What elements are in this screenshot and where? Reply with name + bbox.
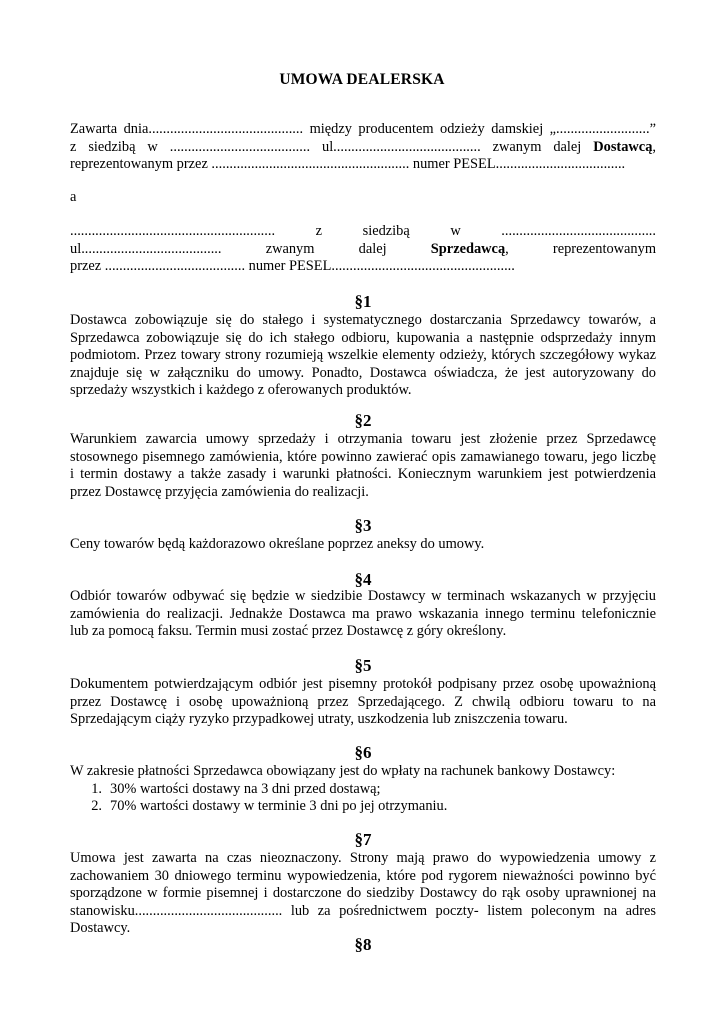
text-line: stanowisku......................................... lub za pośrednictwem poczty- listem poleconym na adres [70, 902, 656, 919]
text-line: Umowa jest zawarta na czas nieoznaczony. Strony mają prawo do wypowiedzenia umowy z [70, 850, 656, 866]
text-line: Ceny towarów będą każdorazowo określane poprzez aneksy do umowy. [70, 536, 485, 552]
text-line: W zakresie płatności Sprzedawca obowiązany jest do wpłaty na rachunek bankowy Dostawcy: [70, 763, 616, 779]
text-line: sprzedaży wszystkich i każdego z oferowanych produktów. [70, 382, 412, 399]
text-line: przez Dostawcę i osobę upoważnioną przez Sprzedającego. Z chwilą odbioru towaru to na [70, 693, 656, 710]
seller-line-1: ......................................................... z siedzibą w ........................................... [70, 223, 656, 239]
section-7-heading: §7 [354, 830, 372, 849]
text-line: i termin dostawy a także zasady i warunki płatności. Koniecznym warunkiem jest potwierdzenia [70, 466, 656, 483]
text-line: Dostawca zobowiązuje się do stałego i systematycznego dostarczania Sprzedawcy towarów, a [70, 312, 656, 328]
text-line: Sprzedawca zobowiązuje się do ich stałego odbioru, kupowania a następnie odsprzedaży innym [70, 329, 656, 346]
text-line: Dokumentem potwierdzającym odbiór jest pisemny protokół podpisany przez osobę upoważnioną [70, 676, 656, 692]
seller-line-2: ul....................................... zwanym dalej Sprzedawcą, reprezentowanym [70, 240, 657, 257]
section-4-heading: §4 [354, 570, 372, 589]
supplier-term: Dostawcą [593, 138, 653, 155]
seller-term: Sprzedawcą [430, 240, 506, 257]
text-line: przez Dostawcę przyjęcia zamówienia do realizacji. [70, 483, 369, 500]
intro-line-3: reprezentowanym przez ....................................................... numer PESEL.................................... [70, 156, 626, 173]
text-line: lub za pomocą faksu. Termin musi zostać przez Dostawcę z góry określony. [70, 623, 507, 640]
payment-list [70, 781, 656, 816]
document-title: UMOWA DEALERSKA [279, 71, 445, 88]
list-item: 2. 70% wartości dostawy w terminie 3 dni po jej otrzymaniu. [91, 798, 448, 815]
section-1-body [70, 312, 656, 400]
text-line: zachowaniem 30 dniowego terminu wypowiedzenia, które pod rygorem nieważności powinno być [70, 867, 656, 884]
text-line: sporządzone w formie pisemnej i dostarczone do siedziby Dostawcy do rąk osoby uprawnionej na [70, 885, 656, 902]
section-6-heading: §6 [354, 743, 372, 762]
text-line: Dostawcy. [70, 920, 131, 937]
seller-line-3: przez ....................................... numer PESEL................................................... [70, 258, 515, 275]
text-line: zamówienia do realizacji. Jednakże Dostawca ma prawo wskazania innego terminu telefonicznie [70, 605, 656, 622]
section-2-heading: §2 [354, 411, 372, 430]
party-supplier [70, 121, 656, 174]
section-1-heading: §1 [354, 292, 372, 311]
list-item: 1. 30% wartości dostawy na 3 dni przed dostawą; [91, 780, 381, 797]
section-4-body [70, 588, 656, 641]
text-line: podmiotom. Przez towary strony rozumieją wszelkie elementy odzieży, których szczegółowy wykaz [70, 347, 656, 364]
text-line: Warunkiem zawarcia umowy sprzedaży i otrzymania towaru jest złożenie przez Sprzedawcę [70, 431, 656, 447]
section-3-heading: §3 [354, 516, 372, 535]
section-5-heading: §5 [354, 656, 372, 675]
section-7-body [70, 850, 656, 938]
conjunction-a: a [70, 189, 77, 205]
section-3-body [70, 536, 656, 554]
section-5-body [70, 676, 656, 729]
section-2-body [70, 431, 656, 501]
text-line: znajduje się w załączniku do umowy. Ponadto, Dostawca oświadcza, że jest autoryzowany do [70, 364, 656, 381]
section-6-body [70, 763, 656, 816]
text-line: stosownego pisemnego zamówienia, które powinno zawierać opis zamawianego towaru, jego liczbę [70, 448, 656, 465]
intro-line-1: Zawarta dnia........................................... między producentem odzieży damskiej „..........................” [70, 121, 656, 137]
section-8-heading: §8 [354, 935, 372, 954]
party-seller [70, 223, 656, 276]
intro-line-2: z siedzibą w ....................................... ul......................................... zwanym dalej Dostawcą, [70, 138, 656, 155]
text-line: Sprzedającym ciąży ryzyko przypadkowej utraty, uszkodzenia lub zniszczenia towaru. [70, 711, 568, 728]
text-line: Odbiór towarów odbywać się będzie w siedzibie Dostawcy w terminach wskazanych w przyjęciu [70, 588, 656, 604]
